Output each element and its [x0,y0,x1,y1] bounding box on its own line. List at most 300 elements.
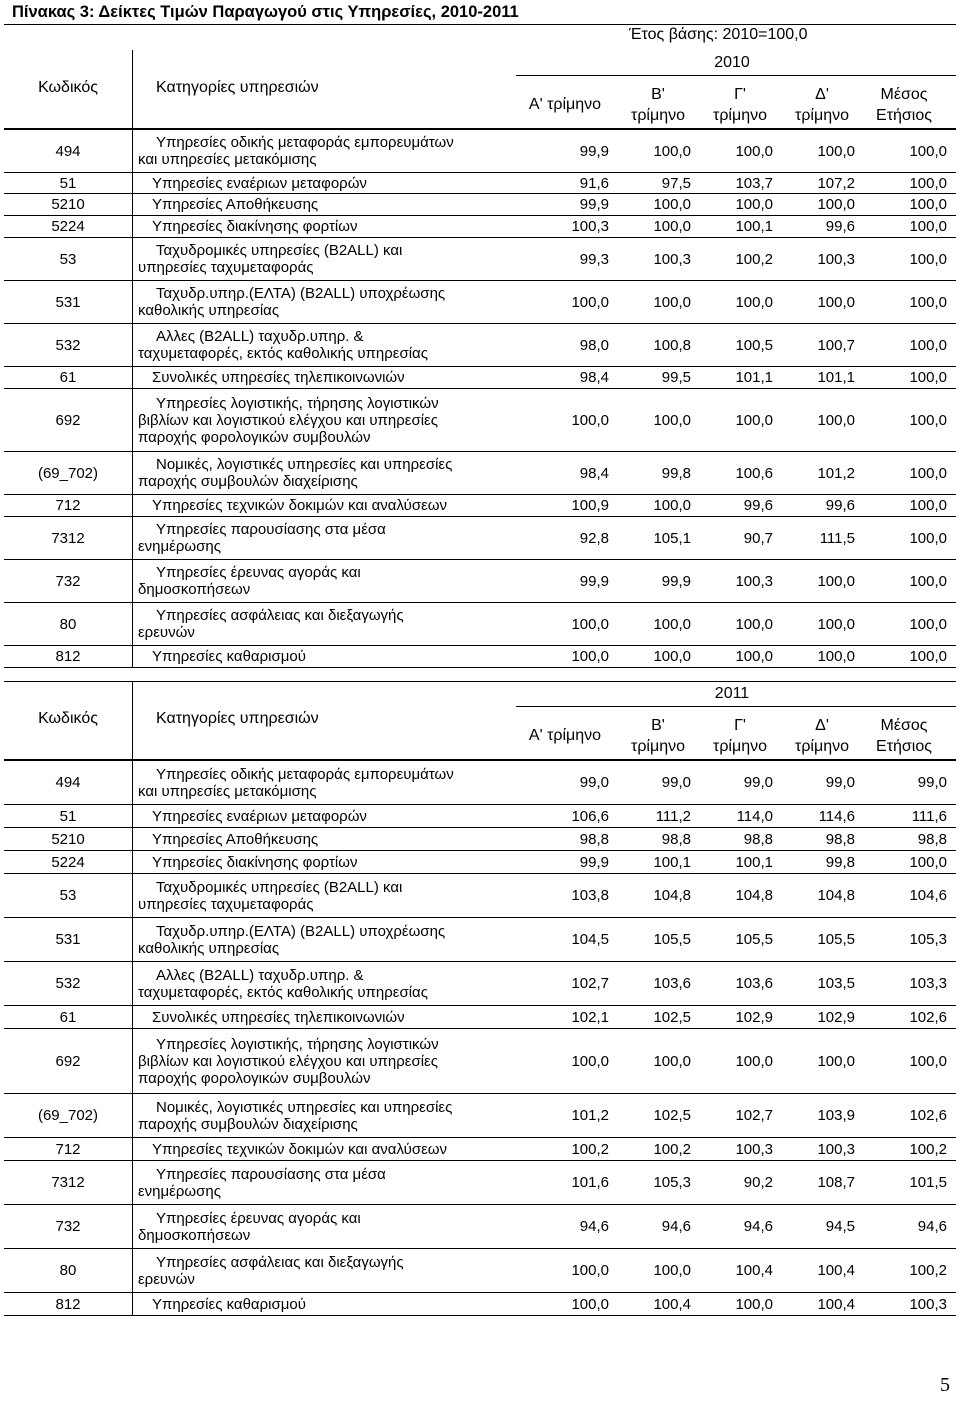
q2-value: 100,1 [653,853,691,871]
q1-value: 100,0 [571,1295,609,1313]
q2-value: 100,3 [653,250,691,268]
q2-value: 100,0 [653,142,691,160]
row-code: 5210 [51,196,85,213]
column-header-q3-line1: Γ' [734,86,746,103]
row-code: (69_702) [37,464,99,482]
table-row [4,1205,956,1249]
q3-value: 104,8 [735,887,773,904]
column-header-category: Κατηγορίες υπηρεσιών [156,710,319,727]
column-divider [132,281,133,323]
table-row [4,603,956,646]
q2-value: 100,0 [653,293,691,311]
q1-value: 99,3 [579,250,609,268]
row-category-line: Υπηρεσίες καθαρισμού [152,1295,306,1313]
q4-value: 100,0 [817,196,855,213]
q2-value: 100,0 [653,196,691,213]
q2-value: 94,6 [661,1218,691,1235]
row-category-line: υπηρεσίες ταχυμεταφοράς [138,259,314,276]
table-row [4,828,956,851]
column-divider [132,216,133,237]
annual-value: 104,6 [909,887,947,904]
q1-value: 101,6 [571,1174,609,1191]
annual-value: 100,0 [909,529,947,547]
q3-value: 102,7 [735,1107,773,1124]
q3-value: 100,0 [735,411,773,429]
column-header-q1: Α' τρίμηνο [528,96,602,113]
q4-value: 103,9 [817,1107,855,1124]
table-row [4,805,956,828]
q3-value: 90,2 [743,1174,773,1191]
row-category [138,389,506,451]
q2-value: 100,0 [653,497,691,514]
row-code: 531 [55,293,81,311]
column-divider [132,173,133,193]
annual-value: 101,5 [909,1174,947,1191]
table-row [4,367,956,389]
q2-value: 100,2 [653,1140,691,1158]
table-row [4,517,956,560]
q4-value: 101,2 [817,464,855,482]
row-category [138,918,506,961]
row-category [138,1205,506,1248]
row-category-line: ταχυμεταφορές, εκτός καθολικής υπηρεσίας [138,345,428,362]
column-divider [132,389,133,451]
annual-value: 100,0 [909,196,947,213]
table-row [4,130,956,173]
q1-value: 98,4 [579,369,609,386]
column-header-code: Κωδικός [38,79,98,96]
table-row [4,851,956,874]
q2-value: 100,8 [653,336,691,354]
q4-value: 99,8 [825,853,855,871]
row-category-line: ερευνών [138,624,195,641]
q4-value: 99,6 [825,218,855,235]
annual-value: 103,3 [909,975,947,992]
row-category [138,851,506,873]
row-category [138,517,506,559]
row-category-line: Ταχυδρομικές υπηρεσίες (B2ALL) και [156,242,403,259]
annual-value: 100,0 [909,336,947,354]
row-category-line: ταχυμεταφορές, εκτός καθολικής υπηρεσίας [138,983,428,1001]
q4-value: 100,7 [817,336,855,354]
row-category-line: δημοσκοπήσεων [138,581,251,598]
q2-value: 99,5 [661,369,691,386]
q4-value: 111,5 [819,529,855,547]
annual-value: 100,2 [909,1262,947,1279]
row-category [138,1006,506,1028]
row-code: 80 [59,615,77,633]
column-divider [132,324,133,366]
q4-value: 100,0 [817,615,855,633]
table-row [4,216,956,238]
q4-value: 107,2 [817,174,855,192]
q1-value: 100,0 [571,648,609,665]
annual-value: 99,0 [917,774,947,791]
q4-value: 108,7 [817,1174,855,1191]
q2-value: 103,6 [653,975,691,992]
q3-value: 100,6 [735,464,773,482]
row-category [138,452,506,494]
column-header-q1: Α' τρίμηνο [528,727,602,744]
annual-value: 100,0 [909,369,947,386]
q4-value: 99,6 [825,497,855,514]
row-code: 812 [55,1295,81,1313]
row-code: 7312 [51,1174,85,1191]
row-category-line: καθολικής υπηρεσίας [138,302,280,319]
table-row [4,238,956,281]
column-divider [132,962,133,1005]
q1-value: 100,0 [571,615,609,633]
row-category-line: Υπηρεσίες τεχνικών δοκιμών και αναλύσεων [152,497,447,514]
table-row [4,452,956,495]
q2-value: 105,3 [653,1174,691,1191]
q1-value: 100,0 [571,1262,609,1279]
row-code: 732 [55,572,81,590]
q2-value: 102,5 [653,1107,691,1124]
page-number: 5 [940,1374,950,1396]
row-category-line: Ταχυδρομικές υπηρεσίες (B2ALL) και [156,878,403,896]
annual-value: 100,0 [909,142,947,160]
row-category [138,1138,506,1160]
row-code: 494 [55,142,81,160]
row-code: 7312 [51,529,85,547]
q1-value: 98,0 [579,336,609,354]
table-row [4,1029,956,1094]
row-category [138,495,506,516]
annual-value: 100,0 [909,572,947,590]
column-divider [132,50,133,128]
row-code: 5210 [51,830,85,848]
row-code: 692 [55,1052,81,1070]
row-category [138,1293,506,1315]
q2-value: 100,0 [653,1262,691,1279]
q3-value: 98,8 [743,830,773,848]
column-header-category: Κατηγορίες υπηρεσιών [156,79,319,96]
column-divider [132,918,133,961]
row-category-line: Υπηρεσίες εναέριων μεταφορών [152,174,367,192]
q3-value: 94,6 [743,1218,773,1235]
column-divider [132,194,133,215]
q4-value: 100,0 [817,1052,855,1070]
row-category-line: Υπηρεσίες ασφάλειας και διεξαγωγής [156,607,404,624]
column-divider [132,367,133,388]
row-category [138,761,506,804]
column-header-q4-line1: Δ' [815,717,829,734]
q3-value: 90,7 [743,529,773,547]
q4-value: 99,0 [825,774,855,791]
annual-value: 100,3 [909,1295,947,1313]
column-divider [132,1161,133,1204]
row-category-line: παροχής φορολογικών συμβουλών [138,428,371,446]
column-divider [132,805,133,827]
row-code: 61 [59,1008,77,1026]
annual-value: 100,0 [909,648,947,665]
q1-value: 102,7 [571,975,609,992]
row-category-line: παροχής φορολογικών συμβουλών [138,1069,371,1087]
row-category-line: ενημέρωσης [138,1182,221,1200]
row-code: 692 [55,411,81,429]
q3-value: 100,3 [735,1140,773,1158]
row-category-line: υπηρεσίες ταχυμεταφοράς [138,895,314,913]
row-category-line: Νομικές, λογιστικές υπηρεσίες και υπηρεσίες [156,1098,453,1116]
row-code: 532 [55,336,81,354]
column-divider [132,130,133,172]
annual-value: 100,0 [909,218,947,235]
row-category-line: Υπηρεσίες εναέριων μεταφορών [152,807,367,825]
column-divider [132,238,133,280]
q2-value: 100,4 [653,1295,691,1313]
row-category-line: και υπηρεσίες μετακόμισης [138,151,317,168]
column-divider [132,646,133,667]
table-row [4,918,956,962]
table-row [4,1094,956,1138]
q4-value: 98,8 [825,830,855,848]
column-divider [132,1138,133,1160]
row-category-line: Νομικές, λογιστικές υπηρεσίες και υπηρεσίες [156,456,453,473]
year-label: 2010 [714,54,750,71]
table-row [4,324,956,367]
q4-value: 100,4 [817,1262,855,1279]
column-divider [132,603,133,645]
year-label: 2011 [714,685,750,702]
row-category-line: δημοσκοπήσεων [138,1226,251,1244]
row-category-line: Συνολικές υπηρεσίες τηλεπικοινωνιών [152,1008,405,1026]
row-category [138,1094,506,1137]
annual-value: 100,0 [909,615,947,633]
row-code: 53 [59,887,77,904]
column-header-q2-line1: Β' [651,717,665,734]
q3-value: 100,1 [735,853,773,871]
annual-value: 100,0 [909,174,947,192]
table-row [4,962,956,1006]
q2-value: 99,8 [661,464,691,482]
row-category [138,281,506,323]
q4-value: 100,0 [817,572,855,590]
row-category [138,1161,506,1204]
q2-value: 100,0 [653,218,691,235]
q2-value: 102,5 [653,1008,691,1026]
table-row [4,173,956,194]
row-category [138,173,506,193]
q3-value: 100,1 [735,218,773,235]
table-row [4,646,956,668]
q1-value: 100,0 [571,293,609,311]
q3-value: 100,0 [735,1295,773,1313]
annual-value: 102,6 [909,1107,947,1124]
column-divider [132,681,133,759]
year-underline [516,706,956,707]
table-row [4,874,956,918]
column-header-q4-line2: τρίμηνο [795,738,849,755]
annual-value: 100,0 [909,1052,947,1070]
q1-value: 99,9 [579,142,609,160]
row-category-line: Υπηρεσίες λογιστικής, τήρησης λογιστικών [156,1035,439,1053]
column-header-annual-line2: Ετήσιος [876,107,932,124]
row-category-line: καθολικής υπηρεσίας [138,939,280,957]
row-category-line: Υπηρεσίες τεχνικών δοκιμών και αναλύσεων [152,1140,447,1158]
table-row [4,281,956,324]
q3-value: 100,5 [735,336,773,354]
row-category-line: παροχής συμβουλών διαχείρισης [138,1115,358,1133]
row-category [138,874,506,917]
annual-value: 102,6 [909,1008,947,1026]
row-category-line: Υπηρεσίες διακίνησης φορτίων [152,218,358,235]
row-category-line: Υπηρεσίες καθαρισμού [152,648,306,665]
q3-value: 105,5 [735,931,773,948]
q3-value: 114,0 [736,807,773,825]
q1-value: 101,2 [571,1107,609,1124]
q1-value: 102,1 [571,1008,609,1026]
row-category [138,962,506,1005]
q4-value: 100,4 [817,1295,855,1313]
table-header [4,681,956,761]
annual-value: 94,6 [917,1218,947,1235]
q4-value: 103,5 [817,975,855,992]
table-row [4,1293,956,1316]
q1-value: 106,6 [571,807,609,825]
row-category-line: Υπηρεσίες έρευνας αγοράς και [156,1209,361,1227]
column-header-q3-line2: τρίμηνο [713,107,767,124]
row-category-line: Υπηρεσίες έρευνας αγοράς και [156,564,361,581]
annual-value: 98,8 [917,830,947,848]
header-top-rule [4,681,956,682]
q2-value: 104,8 [653,887,691,904]
q4-value: 100,0 [817,648,855,665]
table-2010 [4,24,956,668]
row-category [138,238,506,280]
q3-value: 101,1 [735,369,773,386]
row-category [138,603,506,645]
row-category-line: Υπηρεσίες ασφάλειας και διεξαγωγής [156,1253,404,1271]
row-category-line: Υπηρεσίες οδικής μεταφοράς εμπορευμάτων [156,765,454,783]
column-header-code: Κωδικός [38,710,98,727]
row-category-line: Υπηρεσίες λογιστικής, τήρησης λογιστικών [156,394,439,412]
column-divider [132,517,133,559]
q3-value: 100,0 [735,293,773,311]
q2-value: 100,0 [653,1052,691,1070]
row-category-line: βιβλίων και λογιστικού ελέγχου και υπηρεσίες [138,411,438,429]
q1-value: 99,9 [579,196,609,213]
annual-value: 111,6 [911,807,947,825]
row-category [138,646,506,667]
q2-value: 111,2 [655,807,691,825]
q1-value: 100,0 [571,411,609,429]
row-category-line: Αλλες (B2ALL) ταχυδρ.υπηρ. & [156,328,364,345]
q1-value: 100,3 [571,218,609,235]
column-header-q3-line1: Γ' [734,717,746,734]
q4-value: 100,3 [817,250,855,268]
row-category [138,216,506,237]
q2-value: 100,0 [653,615,691,633]
year-underline [516,75,956,76]
q2-value: 100,0 [653,648,691,665]
row-category [138,194,506,215]
row-category-line: ερευνών [138,1270,195,1288]
row-category-line: και υπηρεσίες μετακόμισης [138,782,317,800]
row-category-line: Υπηρεσίες οδικής μεταφοράς εμπορευμάτων [156,134,454,151]
column-header-q3-line2: τρίμηνο [713,738,767,755]
column-divider [132,1029,133,1093]
row-code: 532 [55,975,81,992]
column-divider [132,828,133,850]
column-divider [132,851,133,873]
q2-value: 99,9 [661,572,691,590]
column-divider [132,874,133,917]
row-category-line: παροχής συμβουλών διαχείρισης [138,473,358,490]
row-code: 712 [55,1140,81,1158]
table-row [4,495,956,517]
q1-value: 94,6 [579,1218,609,1235]
q2-value: 97,5 [661,174,691,192]
row-code: 80 [59,1262,77,1279]
q3-value: 100,2 [735,250,773,268]
column-divider [132,1205,133,1248]
row-category [138,828,506,850]
row-code: 712 [55,497,81,514]
row-code: (69_702) [37,1107,99,1124]
row-code: 812 [55,648,81,665]
row-category [138,130,506,172]
column-divider [132,452,133,494]
column-divider [132,1249,133,1292]
column-header-q2-line2: τρίμηνο [631,107,685,124]
table-row [4,1006,956,1029]
column-divider [132,761,133,804]
row-category-line: Υπηρεσίες παρουσίασης στα μέσα [156,521,386,538]
annual-value: 100,0 [909,293,947,311]
column-header-annual-line1: Μέσος [880,717,928,734]
table-row [4,560,956,603]
q1-value: 103,8 [571,887,609,904]
q2-value: 105,5 [653,931,691,948]
column-divider [132,1293,133,1315]
row-category [138,805,506,827]
column-divider [132,1094,133,1137]
q4-value: 114,6 [818,807,855,825]
table-row [4,761,956,805]
table-row [4,194,956,216]
table-row [4,389,956,452]
row-category-line: Υπηρεσίες Αποθήκευσης [152,830,319,848]
q2-value: 99,0 [661,774,691,791]
column-header-q2-line1: Β' [651,86,665,103]
q1-value: 104,5 [571,931,609,948]
q1-value: 98,4 [579,464,609,482]
row-code: 51 [59,174,77,192]
column-header-q4-line2: τρίμηνο [795,107,849,124]
q3-value: 100,0 [735,196,773,213]
q1-value: 99,9 [579,572,609,590]
row-category-line: Υπηρεσίες Αποθήκευσης [152,196,319,213]
column-divider [132,560,133,602]
row-category-line: βιβλίων και λογιστικού ελέγχου και υπηρεσίες [138,1052,438,1070]
q3-value: 100,0 [735,1052,773,1070]
q3-value: 100,3 [735,572,773,590]
annual-value: 100,0 [909,411,947,429]
column-header-annual-line1: Μέσος [880,86,928,103]
column-divider [132,495,133,516]
row-code: 53 [59,250,77,268]
q1-value: 92,8 [579,529,609,547]
annual-value: 100,0 [909,250,947,268]
q1-value: 99,9 [579,853,609,871]
q4-value: 100,0 [817,293,855,311]
q3-value: 100,0 [735,648,773,665]
row-category-line: Συνολικές υπηρεσίες τηλεπικοινωνιών [152,369,405,386]
row-category-line: Ταχυδρ.υπηρ.(ΕΛΤΑ) (B2ALL) υποχρέωσης [156,285,446,302]
row-category-line: ενημέρωσης [138,538,221,555]
table-header [4,24,956,130]
